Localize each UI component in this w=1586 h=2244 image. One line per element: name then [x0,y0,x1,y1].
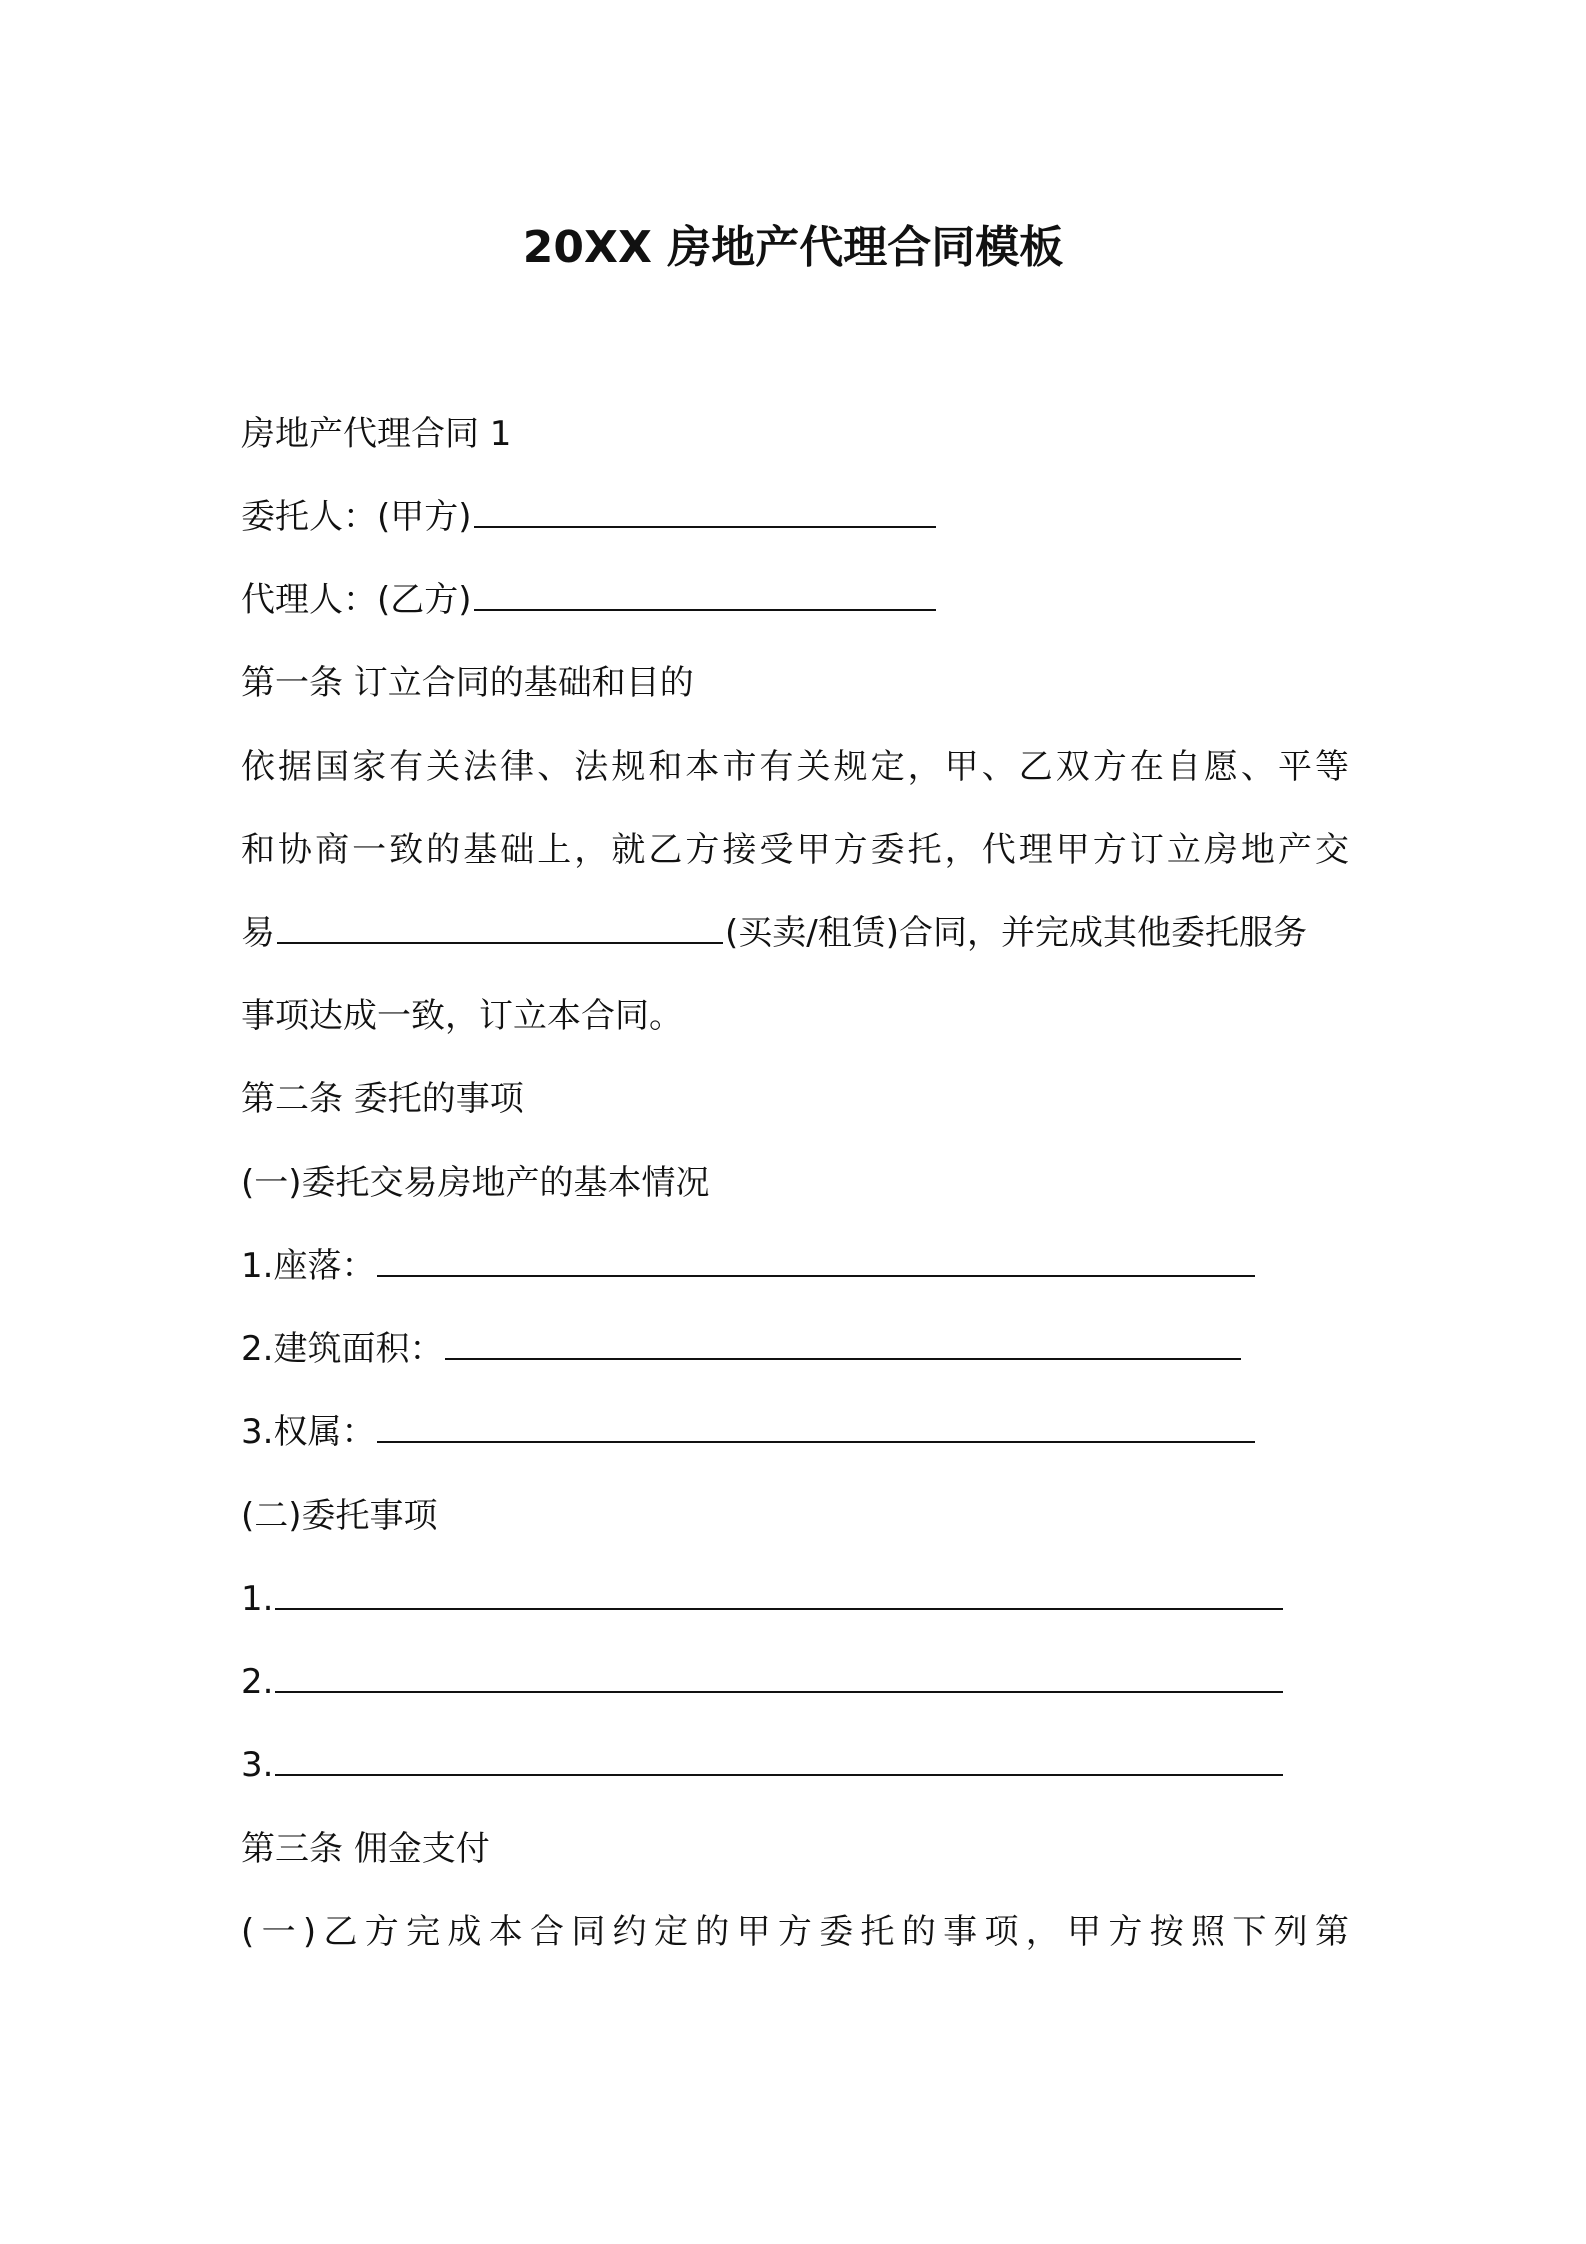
article-3-paragraph-line-1: (一)乙方完成本合同约定的甲方委托的事项，甲方按照下列第 [241,1912,1349,1952]
matter-1-line [241,1574,1285,1624]
area-label: 2.建筑面积： [241,1329,444,1369]
agent-blank [474,581,936,611]
ownership-line [241,1407,1257,1457]
article-1-paragraph-line-4: 事项达成一致，订立本合同。 [241,996,683,1036]
article-1-paragraph-line-3 [241,908,1307,958]
matter-1-blank [275,1580,1283,1610]
ownership-blank [377,1413,1255,1443]
location-blank [377,1247,1255,1277]
line-3-suffix: (买卖/租赁)合同，并完成其他委托服务 [725,913,1307,953]
article-1-paragraph-line-2: 和协商一致的基础上，就乙方接受甲方委托，代理甲方订立房地产交 [241,830,1349,870]
location-line [241,1241,1257,1291]
matter-2-label: 2. [241,1662,274,1702]
section-2-heading: (二)委托事项 [241,1496,438,1536]
principal-label: 委托人：(甲方) [241,497,472,537]
article-1-paragraph-line-1: 依据国家有关法律、法规和本市有关规定，甲、乙双方在自愿、平等 [241,747,1349,787]
matter-2-line [241,1657,1285,1707]
agent-line [241,575,938,625]
article-2-heading: 第二条 委托的事项 [241,1079,524,1119]
article-1-heading: 第一条 订立合同的基础和目的 [241,663,694,703]
principal-line [241,492,938,542]
principal-blank [474,498,936,528]
agent-label: 代理人：(乙方) [241,580,472,620]
transaction-blank [277,914,723,944]
area-line [241,1324,1243,1374]
matter-3-blank [275,1746,1283,1776]
matter-1-label: 1. [241,1579,274,1619]
document-title: 20XX 房地产代理合同模板 [522,222,1064,273]
section-1-heading: (一)委托交易房地产的基本情况 [241,1163,710,1203]
location-label: 1.座落： [241,1246,376,1286]
ownership-label: 3.权属： [241,1412,376,1452]
article-3-heading: 第三条 佣金支付 [241,1829,490,1869]
contract-heading: 房地产代理合同 1 [241,414,512,454]
area-blank [445,1330,1241,1360]
matter-3-label: 3. [241,1745,274,1785]
matter-3-line [241,1740,1285,1790]
matter-2-blank [275,1663,1283,1693]
line-3-prefix: 易 [241,913,275,953]
